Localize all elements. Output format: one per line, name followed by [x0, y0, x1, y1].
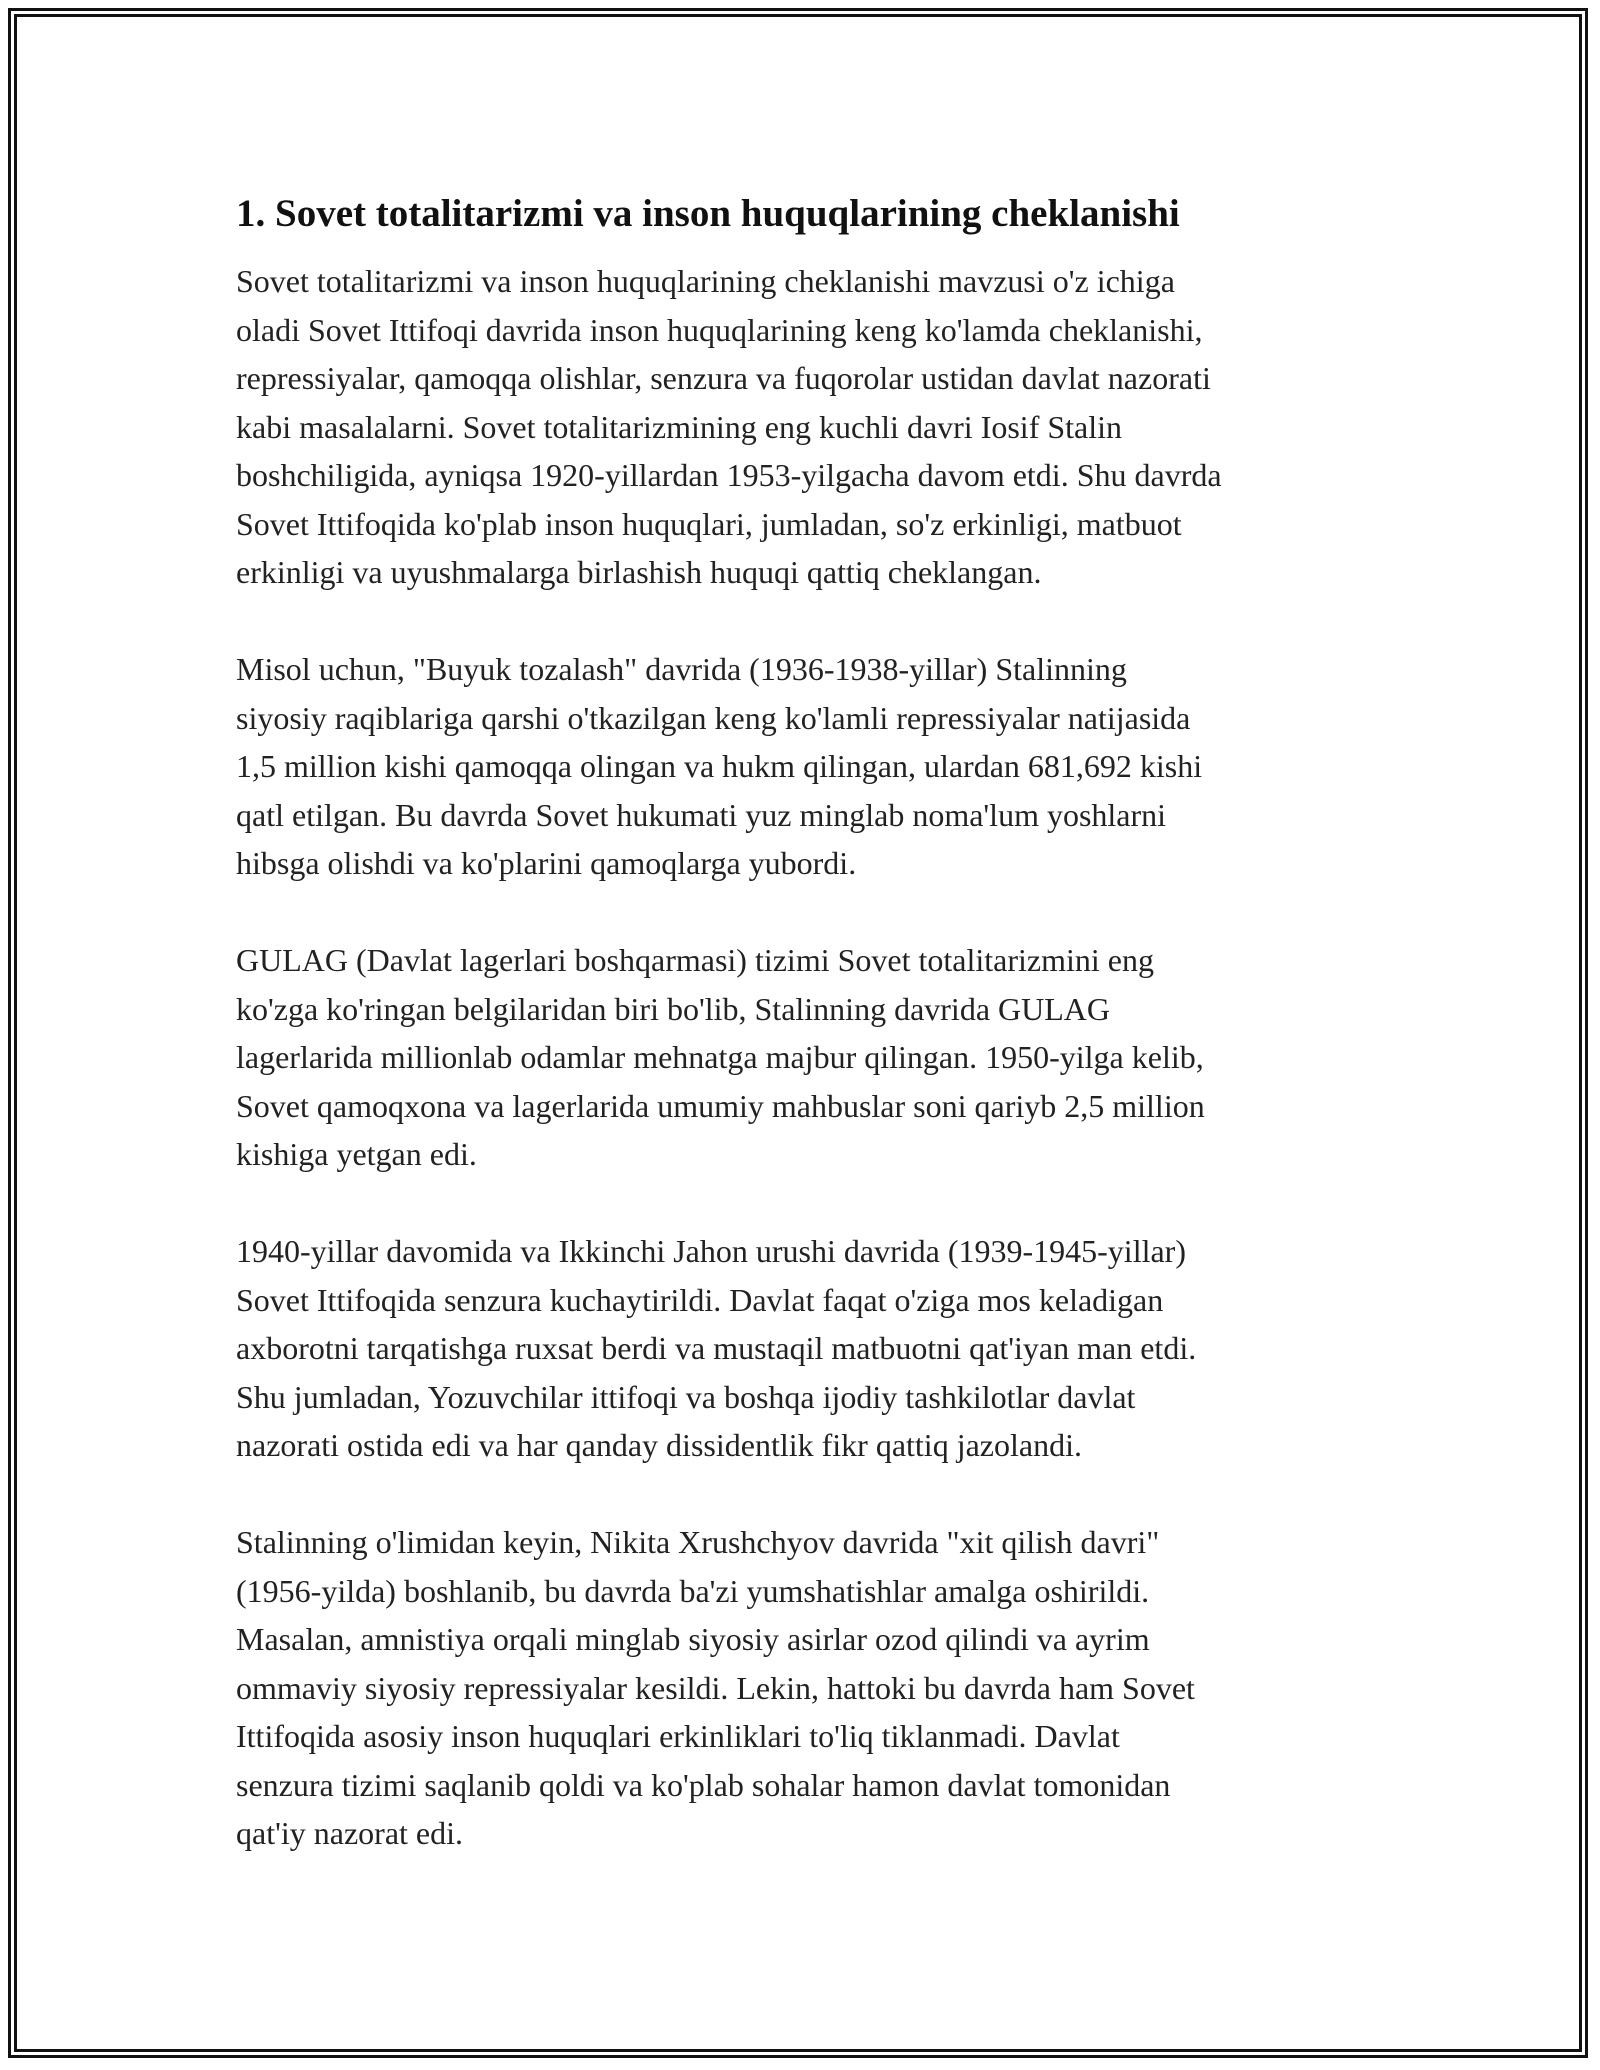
- paragraph-line: Sovet qamoqxona va lagerlarida umumiy mahbuslar soni qariyb 2,5 million: [236, 1087, 1205, 1124]
- paragraph-5: [236, 1518, 1376, 1858]
- paragraph-1: [236, 257, 1376, 597]
- paragraph-line: ko'zga ko'ringan belgilaridan biri bo'lib, Stalinning davrida GULAG: [236, 990, 1110, 1027]
- paragraph-line: Ittifoqida asosiy inson huquqlari erkinliklari to'liq tiklanmadi. Davlat: [236, 1718, 1120, 1754]
- paragraph-line: boshchiligida, ayniqsa 1920-yillardan 1953-yilgacha davom etdi. Shu davrda: [236, 457, 1222, 493]
- paragraph-line: kishiga yetgan edi.: [236, 1136, 477, 1172]
- paragraph-line: Sovet totalitarizmi va inson huquqlarining cheklanishi mavzusi o'z ichiga: [236, 263, 1175, 299]
- paragraph-line: siyosiy raqiblariga qarshi o'tkazilgan keng ko'lamli repressiyalar natijasida: [236, 699, 1191, 736]
- paragraph-line: Misol uchun, "Buyuk tozalash" davrida (1936-1938-yillar) Stalinning: [236, 651, 1127, 687]
- document-title: 1. Sovet totalitarizmi va inson huquqlarining cheklanishi: [236, 192, 1180, 235]
- paragraph-line: ommaviy siyosiy repressiyalar kesildi. Lekin, hattoki bu davrda ham Sovet: [236, 1669, 1195, 1706]
- paragraph-line: Sovet Ittifoqida senzura kuchaytirildi. Davlat faqat o'ziga mos keladigan: [236, 1281, 1164, 1318]
- paragraph-line: repressiyalar, qamoqqa olishlar, senzura va fuqorolar ustidan davlat nazorati: [236, 360, 1211, 396]
- paragraph-line: GULAG (Davlat lagerlari boshqarmasi) tizimi Sovet totalitarizmini eng: [236, 942, 1154, 978]
- paragraph-line: erkinligi va uyushmalarga birlashish huquqi qattiq cheklangan.: [236, 554, 1042, 590]
- paragraph-line: Shu jumladan, Yozuvchilar ittifoqi va boshqa ijodiy tashkilotlar davlat: [236, 1378, 1136, 1415]
- paragraph-line: qatl etilgan. Bu davrda Sovet hukumati yuz minglab noma'lum yoshlarni: [236, 796, 1167, 833]
- paragraph-line: qat'iy nazorat edi.: [236, 1815, 463, 1851]
- paragraph-line: axborotni tarqatishga ruxsat berdi va mustaqil matbuotni qat'iyan man etdi.: [236, 1330, 1197, 1366]
- paragraph-line: senzura tizimi saqlanib qoldi va ko'plab sohalar hamon davlat tomonidan: [236, 1766, 1171, 1803]
- document-body: [236, 183, 1376, 1906]
- paragraph-2: [236, 645, 1376, 888]
- paragraph-line: hibsga olishdi va ko'plarini qamoqlarga yubordi.: [236, 845, 857, 881]
- paragraph-line: nazorati ostida edi va har qanday dissidentlik fikr qattiq jazolandi.: [236, 1427, 1082, 1463]
- paragraph-line: lagerlarida millionlab odamlar mehnatga majbur qilingan. 1950-yilga kelib,: [236, 1039, 1204, 1075]
- paragraph-line: oladi Sovet Ittifoqi davrida inson huquqlarining keng ko'lamda cheklanishi,: [236, 311, 1203, 348]
- paragraph-line: 1940-yillar davomida va Ikkinchi Jahon urushi davrida (1939-1945-yillar): [236, 1233, 1186, 1269]
- paragraph-line: 1,5 million kishi qamoqqa olingan va hukm qilingan, ulardan 681,692 kishi: [236, 748, 1203, 784]
- paragraph-line: kabi masalalarni. Sovet totalitarizmining eng kuchli davri Iosif Stalin: [236, 408, 1123, 445]
- paragraph-line: Sovet Ittifoqida ko'plab inson huquqlari, jumladan, so'z erkinligi, matbuot: [236, 505, 1182, 542]
- paragraph-4: [236, 1227, 1376, 1470]
- paragraph-line: Stalinning o'limidan keyin, Nikita Xrushchyov davrida "xit qilish davri": [236, 1524, 1160, 1560]
- paragraph-line: Masalan, amnistiya orqali minglab siyosiy asirlar ozod qilindi va ayrim: [236, 1621, 1150, 1657]
- paragraph-3: [236, 936, 1376, 1179]
- paragraph-line: (1956-yilda) boshlanib, bu davrda ba'zi yumshatishlar amalga oshirildi.: [236, 1572, 1150, 1609]
